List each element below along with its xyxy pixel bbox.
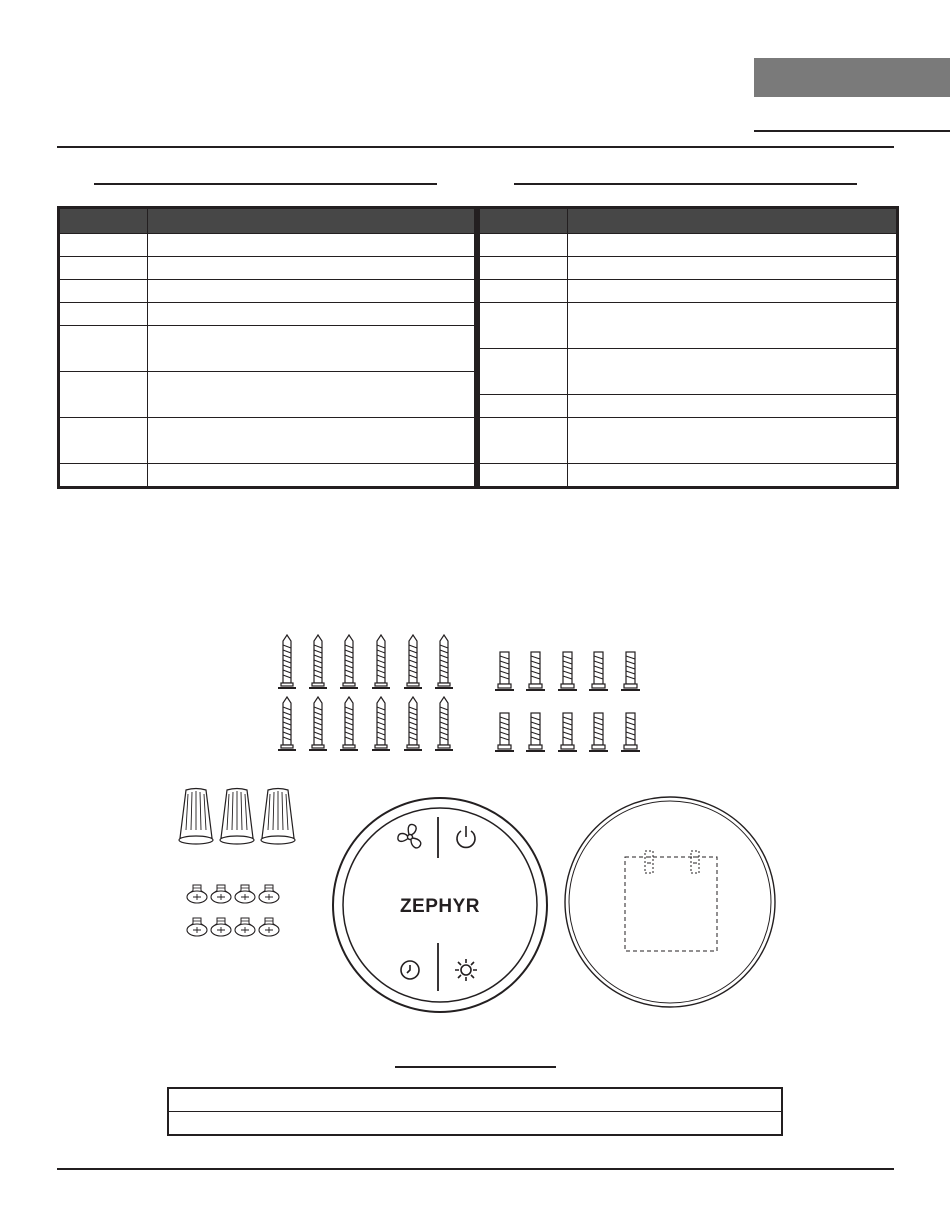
- table-row: [59, 280, 476, 303]
- part-desc: [568, 418, 898, 464]
- part-ref: [479, 349, 568, 395]
- part-ref: [59, 418, 148, 464]
- long-screw-row-top: [278, 635, 453, 689]
- table-row: [59, 326, 476, 372]
- part-ref: [59, 234, 148, 257]
- part-desc: [148, 303, 476, 326]
- part-ref: [59, 372, 148, 418]
- footer-cell: [168, 1088, 782, 1112]
- long-screws-group: [270, 635, 470, 760]
- table-row: [59, 372, 476, 418]
- part-ref: [59, 257, 148, 280]
- column-header: [59, 208, 148, 234]
- part-desc: [148, 464, 476, 488]
- short-screw-row-top: [495, 652, 640, 691]
- header-rule: [57, 146, 894, 148]
- control-panel-front: [330, 795, 550, 1015]
- subsection-rule: [754, 130, 950, 132]
- table-row: [479, 349, 898, 395]
- part-desc: [568, 464, 898, 488]
- part-desc: [568, 234, 898, 257]
- language-tab: [754, 58, 950, 97]
- part-desc: [148, 326, 476, 372]
- part-ref: [479, 418, 568, 464]
- brand-logo: ZEPHYR: [399, 896, 481, 917]
- table-row: [479, 257, 898, 280]
- column-header: [479, 208, 568, 234]
- short-screw-row-bottom: [495, 713, 640, 752]
- part-ref: [59, 303, 148, 326]
- table-row: [479, 395, 898, 418]
- table-row: [59, 257, 476, 280]
- part-ref: [479, 280, 568, 303]
- small-screws-group: [183, 882, 283, 942]
- left-parts-table: [57, 206, 477, 489]
- table-row: [168, 1112, 782, 1136]
- part-desc: [148, 257, 476, 280]
- table-row: [59, 303, 476, 326]
- table-row: [479, 464, 898, 488]
- left-table-title-underline: [94, 183, 437, 185]
- part-desc: [568, 349, 898, 395]
- right-parts-table: [477, 206, 899, 489]
- table-row: [59, 418, 476, 464]
- part-ref: [479, 303, 568, 349]
- control-panel-back: [563, 795, 778, 1010]
- footer-table: [167, 1087, 783, 1136]
- footer-caption-underline: [395, 1066, 556, 1068]
- part-ref: [59, 280, 148, 303]
- column-header: [148, 208, 476, 234]
- column-header: [568, 208, 898, 234]
- part-desc: [568, 257, 898, 280]
- wire-nuts-group: [172, 785, 307, 845]
- footer-rule: [57, 1168, 894, 1170]
- table-header-row: [59, 208, 476, 234]
- table-row: [479, 234, 898, 257]
- footer-cell: [168, 1112, 782, 1136]
- part-ref: [59, 464, 148, 488]
- table-row: [59, 464, 476, 488]
- part-desc: [568, 395, 898, 418]
- table-row: [479, 280, 898, 303]
- part-ref: [479, 257, 568, 280]
- part-ref: [479, 464, 568, 488]
- right-table-title-underline: [514, 183, 857, 185]
- table-row: [59, 234, 476, 257]
- part-desc: [148, 280, 476, 303]
- part-desc: [148, 418, 476, 464]
- table-row: [479, 303, 898, 349]
- table-header-row: [479, 208, 898, 234]
- short-screws-group: [490, 650, 655, 760]
- part-ref: [59, 326, 148, 372]
- part-ref: [479, 234, 568, 257]
- part-ref: [479, 395, 568, 418]
- part-desc: [148, 372, 476, 418]
- table-row: [479, 418, 898, 464]
- long-screw-row-bottom: [278, 697, 453, 751]
- part-desc: [568, 303, 898, 349]
- part-desc: [568, 280, 898, 303]
- table-row: [168, 1088, 782, 1112]
- part-desc: [148, 234, 476, 257]
